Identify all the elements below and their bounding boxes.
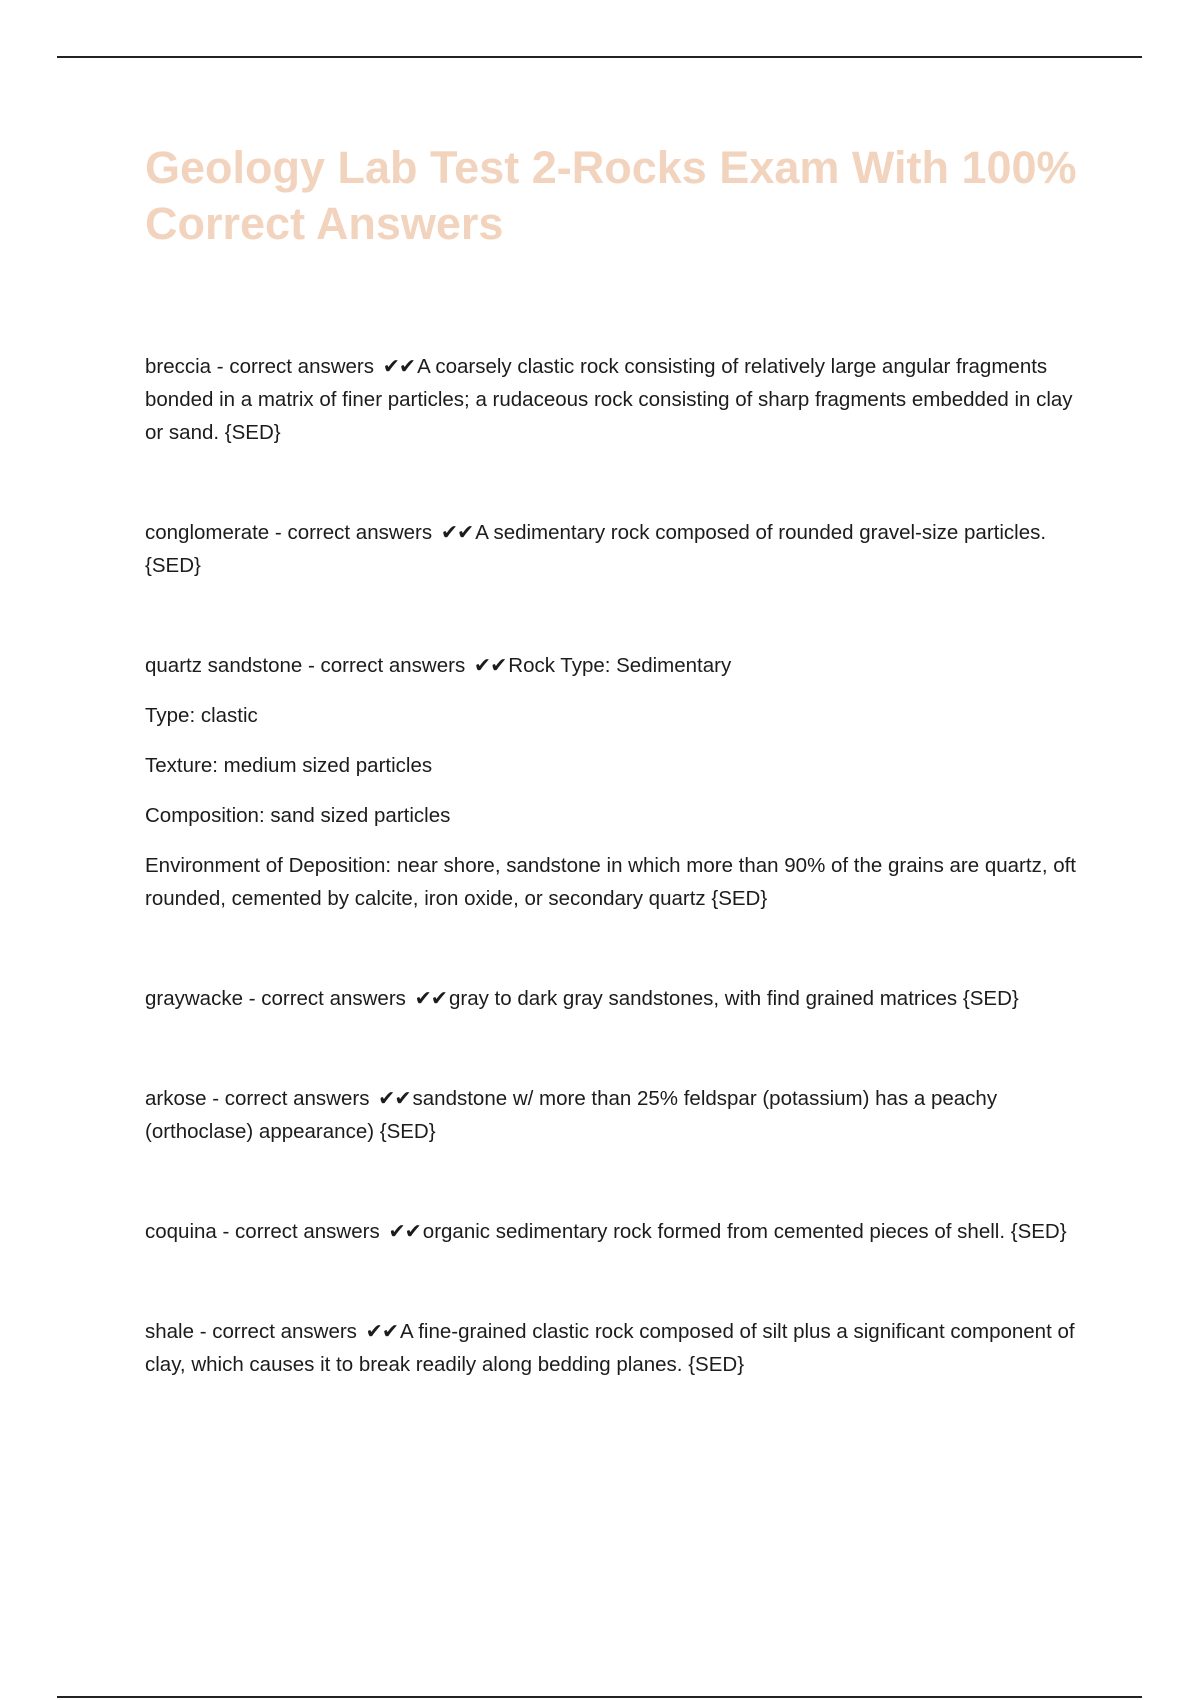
double-check-icon: ✔✔ (365, 1320, 398, 1343)
entry-separator: - correct answers (199, 1320, 357, 1343)
entry-coquina (145, 1215, 1085, 1248)
entry-separator: - correct answers (222, 1220, 380, 1243)
entry-answer: A coarsely clastic rock consisting of relatively large angular fragments bonded in a matrix of finer particles; a rudaceous rock consisting of sharp fragments embedded in clay or sand. {SED} (145, 355, 1073, 444)
entry-answer: gray to dark gray sandstones, with find grained matrices {SED} (448, 987, 1019, 1010)
entry-term: graywacke (145, 987, 243, 1010)
entry-term: arkose (145, 1087, 207, 1110)
double-check-icon: ✔✔ (388, 1220, 421, 1243)
double-check-icon: ✔✔ (440, 521, 474, 544)
entry-breccia (145, 350, 1085, 449)
entry-separator: - correct answers (212, 1087, 370, 1110)
entry-answer: Rock Type: Sedimentary (508, 654, 732, 677)
entry-term: breccia (145, 355, 212, 378)
double-check-icon: ✔✔ (473, 654, 507, 677)
entry-list (145, 350, 1085, 1381)
entry-term: shale (145, 1320, 195, 1343)
entry-detail-line: Composition: sand sized particles (145, 804, 451, 827)
double-check-icon: ✔✔ (378, 1087, 411, 1110)
entry-term: conglomerate (145, 521, 270, 544)
entry-first-line (145, 982, 1085, 1015)
entry-separator: - correct answers (274, 521, 433, 544)
entry-shale (145, 1315, 1085, 1381)
entry-separator: - correct answers (248, 987, 406, 1010)
document-title: Geology Lab Test 2-Rocks Exam With 100% Correct Answers (145, 142, 1077, 249)
entry-answer: A fine-grained clastic rock composed of silt plus a significant component of clay, which causes it to break readily along bedding planes. {SED} (145, 1320, 1075, 1376)
entry-term: coquina (145, 1220, 217, 1243)
entry-detail-line: Type: clastic (145, 704, 258, 727)
entry-conglomerate (145, 516, 1085, 582)
entry-quartz-sandstone (145, 649, 1085, 915)
bottom-rule (57, 1696, 1142, 1698)
entry-arkose (145, 1082, 1085, 1148)
entry-answer: organic sedimentary rock formed from cemented pieces of shell. {SED} (422, 1220, 1067, 1243)
double-check-icon: ✔✔ (382, 355, 416, 378)
entry-first-line (145, 649, 1085, 682)
entry-first-line (145, 1082, 1085, 1148)
entry-first-line (145, 1315, 1085, 1381)
entry-detail-line: Environment of Deposition: near shore, sandstone in which more than 90% of the grains are quartz, oft rounded, cemented by calcite, iron oxide, or secondary quartz {SED} (145, 854, 1076, 910)
entry-term: quartz sandstone (145, 654, 303, 677)
document-body (145, 140, 1085, 1381)
top-rule (57, 56, 1142, 58)
entry-first-line (145, 516, 1085, 582)
entry-answer: sandstone w/ more than 25% feldspar (potassium) has a peachy (orthoclase) appearance) {SED} (145, 1087, 998, 1143)
entry-separator: - correct answers (307, 654, 466, 677)
entry-graywacke (145, 982, 1085, 1015)
entry-answer: A sedimentary rock composed of rounded gravel-size particles. {SED} (145, 521, 1047, 577)
entry-first-line (145, 1215, 1085, 1248)
double-check-icon: ✔✔ (414, 987, 447, 1010)
entry-first-line (145, 350, 1085, 449)
entry-detail-line: Texture: medium sized particles (145, 754, 433, 777)
entry-separator: - correct answers (216, 355, 375, 378)
